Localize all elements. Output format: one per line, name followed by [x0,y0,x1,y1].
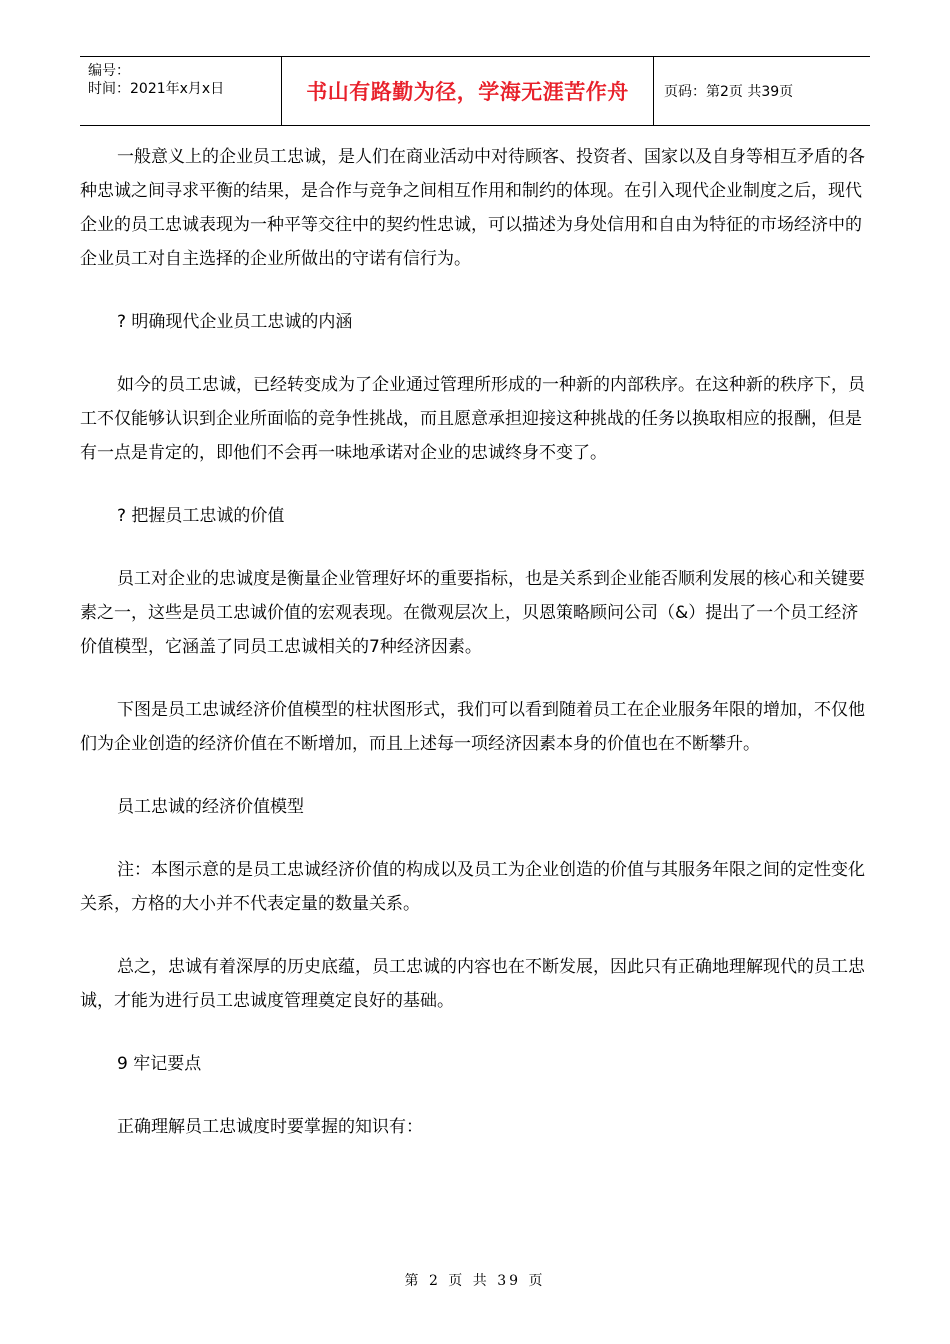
header-motto: 书山有路勤为径，学海无涯苦作舟 [282,57,654,125]
page-footer: 第 2 页 共 39 页 [404,1273,546,1289]
body-paragraph: 如今的员工忠诚，已经转变成为了企业通过管理所形成的一种新的内部秩序。在这种新的秩序下，员工不仅能够认识到企业所面临的竞争性挑战，而且愿意承担迎接这种挑战的任务以换取相应的报酬，但是有一点是肯定的，即他们不会再一味地承诺对企业的忠诚终身不变了。 [80,375,865,463]
figure-note: 注：本图示意的是员工忠诚经济价值的构成以及员工为企业创造的价值与其服务年限之间的定性变化关系，方格的大小并不代表定量的数量关系。 [80,860,865,914]
body-paragraph: 正确理解员工忠诚度时要掌握的知识有： [117,1117,423,1137]
section-heading: ? 把握员工忠诚的价值 [117,506,285,526]
body-paragraph: 一般意义上的企业员工忠诚，是人们在商业活动中对待顾客、投资者、国家以及自身等相互矛盾的各种忠诚之间寻求平衡的结果，是合作与竞争之间相互作用和制约的体现。在引入现代企业制度之后，现代企业的员工忠诚表现为一种平等交往中的契约性忠诚，可以描述为身处信用和自由为特征的市场经济中的企业员工对自主选择的企业所做出的守诺有信行为。 [80,147,865,269]
body-paragraph: 总之，忠诚有着深厚的历史底蕴，员工忠诚的内容也在不断发展，因此只有正确地理解现代的员工忠诚，才能为进行员工忠诚度管理奠定良好的基础。 [80,957,865,1011]
section-heading: 9 牢记要点 [117,1054,202,1074]
document-time-label: 时间：2021年x月x日 [88,81,225,97]
document-number-label: 编号： [88,63,130,79]
page-header [80,56,870,126]
document-body [80,140,870,1144]
body-paragraph: 下图是员工忠诚经济价值模型的柱状图形式，我们可以看到随着员工在企业服务年限的增加，不仅他们为企业创造的经济价值在不断增加，而且上述每一项经济因素本身的价值也在不断攀升。 [80,700,865,754]
section-heading: ? 明确现代企业员工忠诚的内涵 [117,312,353,332]
header-page-info: 页码：第2页 共39页 [664,84,794,100]
header-meta [80,57,282,125]
body-paragraph: 员工对企业的忠诚度是衡量企业管理好坏的重要指标，也是关系到企业能否顺利发展的核心和关键要素之一，这些是员工忠诚价值的宏观表现。在微观层次上，贝恩策略顾问公司（&）提出了一个员工经济价值模型，它涵盖了同员工忠诚相关的7种经济因素。 [80,569,865,657]
figure-caption: 员工忠诚的经济价值模型 [117,797,304,817]
